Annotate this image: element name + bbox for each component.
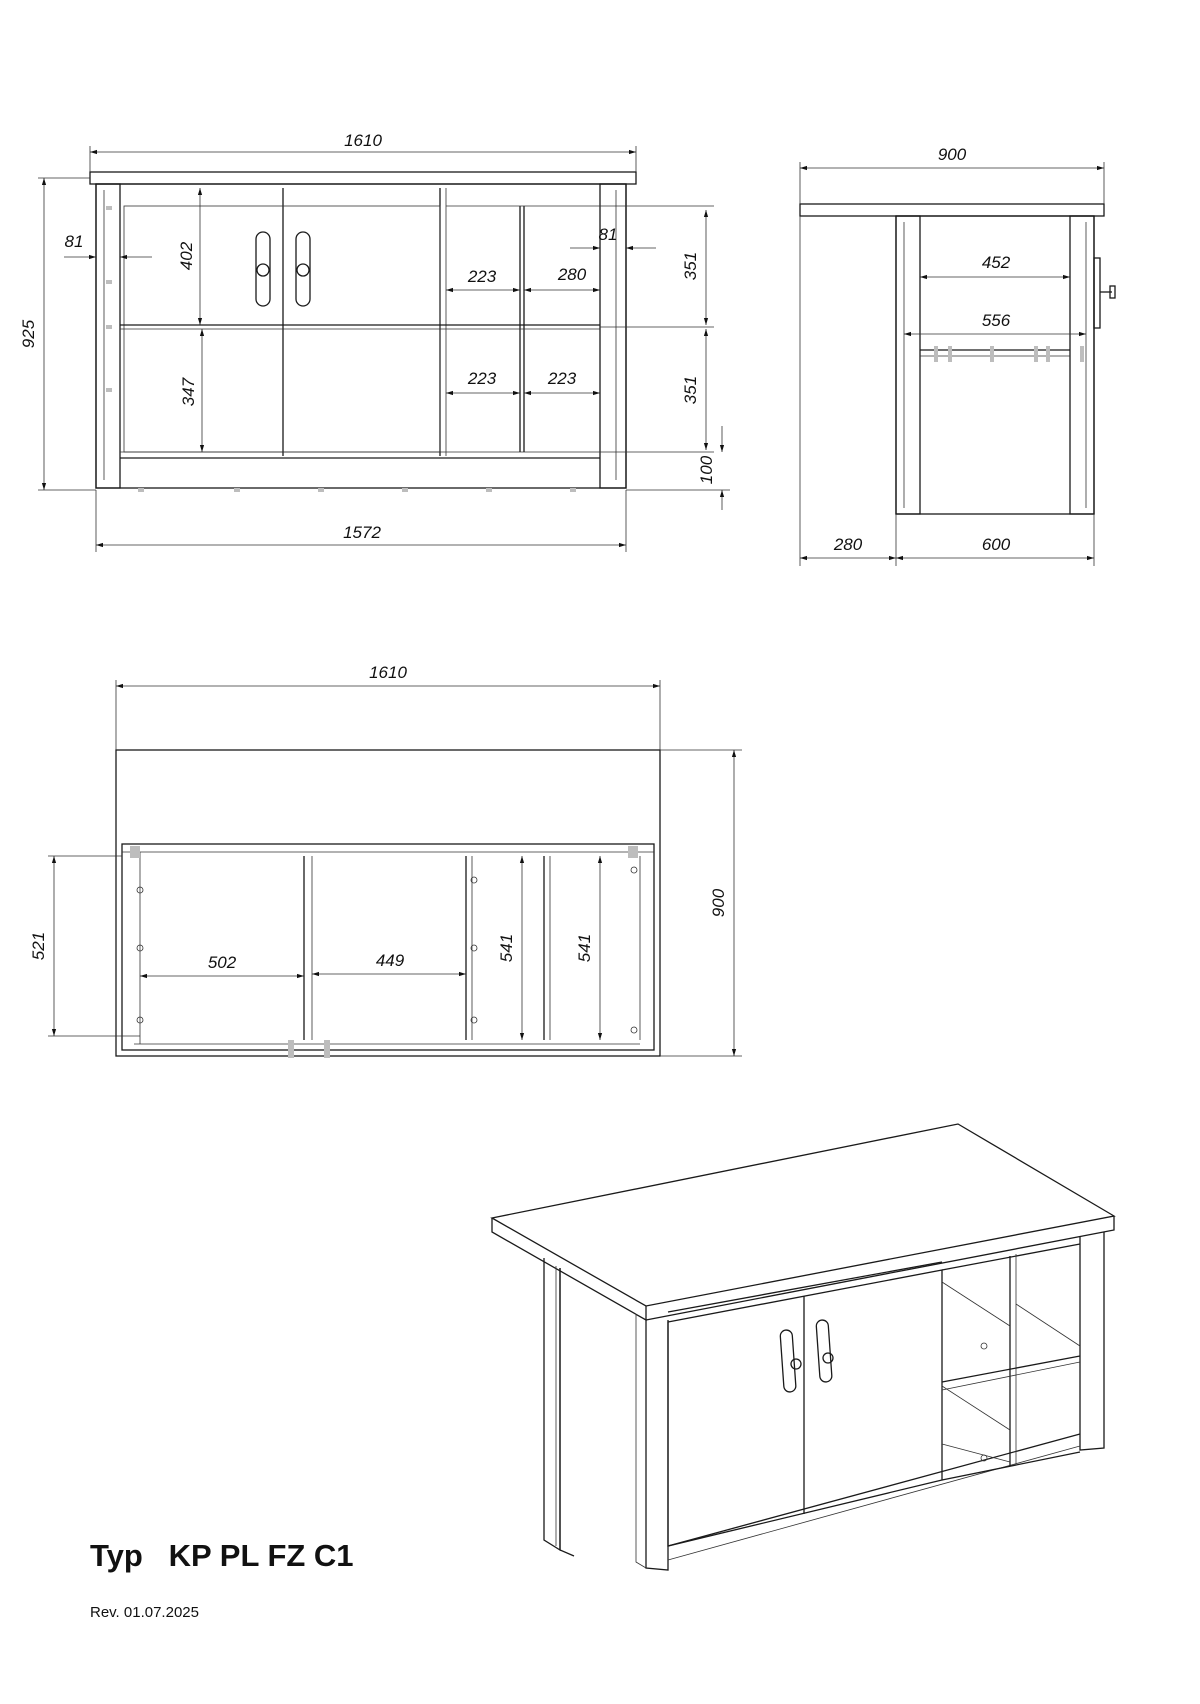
side-depth-label: 900	[937, 145, 967, 164]
top-inner-depth-label: 521	[29, 931, 48, 961]
model-title	[90, 1538, 354, 1574]
top-depth-label: 900	[709, 888, 728, 918]
model-title-name: KP PL FZ C1	[168, 1538, 354, 1573]
side-overhang-label: 280	[833, 535, 863, 554]
side-inner-upper-label: 452	[981, 253, 1011, 272]
compartment-upper-height-label: 351	[681, 251, 700, 281]
side-panel-label: 81	[64, 232, 84, 251]
side-inner-lower-label: 556	[981, 311, 1011, 330]
front-base-width-label: 1572	[343, 523, 381, 542]
plinth-label: 100	[697, 455, 716, 485]
top-left-compartment-label: 502	[207, 953, 237, 972]
shelf-upper-left-label: 223	[467, 267, 497, 286]
front-view	[19, 131, 730, 552]
side-panel-right-label: 81	[598, 225, 618, 244]
shelf-lower-left-label: 223	[467, 369, 497, 388]
top-shelf-depth-left-label: 541	[497, 933, 516, 963]
front-width-label: 1610	[344, 131, 382, 150]
door-lower-label: 347	[179, 377, 198, 407]
revision-date: Rev. 01.07.2025	[90, 1604, 199, 1621]
door-upper-label: 402	[177, 241, 196, 271]
top-shelf-depth-right-label: 541	[575, 933, 594, 963]
shelf-upper-right-label: 280	[557, 265, 587, 284]
side-body-depth-label: 600	[981, 535, 1011, 554]
side-view	[800, 145, 1115, 566]
top-middle-compartment-label: 449	[375, 951, 405, 970]
front-height-label: 925	[19, 319, 38, 349]
model-title-prefix: Typ	[90, 1538, 143, 1573]
shelf-lower-right-label: 223	[547, 369, 577, 388]
compartment-lower-height-label: 351	[681, 375, 700, 405]
isometric-view	[492, 1124, 1114, 1570]
top-view	[29, 663, 742, 1058]
top-width-label: 1610	[369, 663, 407, 682]
